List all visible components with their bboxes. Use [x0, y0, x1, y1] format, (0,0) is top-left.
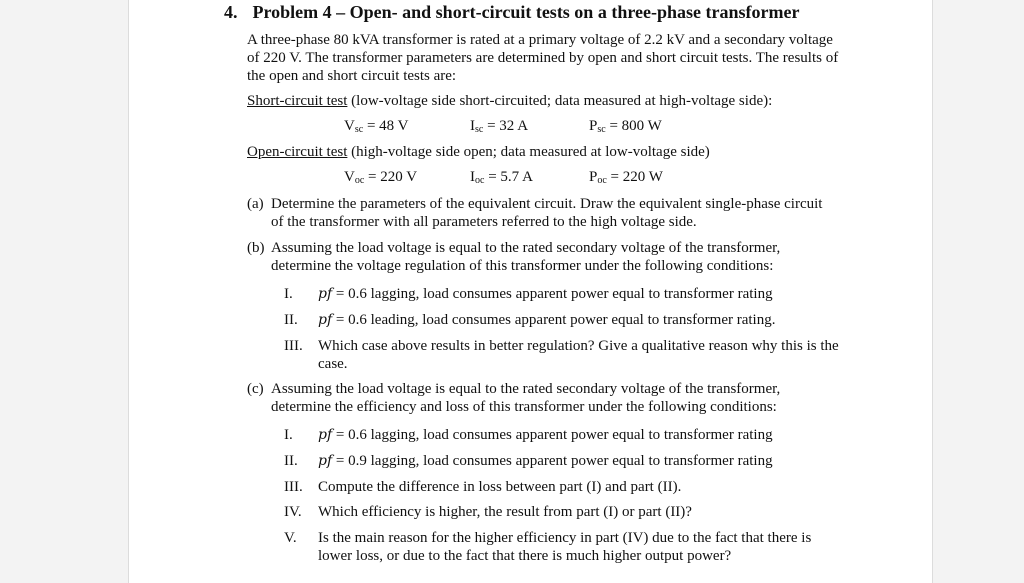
short-circuit-heading [247, 93, 772, 110]
problem-number: 4. [224, 2, 238, 22]
problem-title-text: Problem 4 – Open- and short-circuit tests on a three-phase transformer [252, 2, 800, 22]
part-b [247, 239, 827, 275]
short-circuit-current: $I_{sc} = 32$ A [470, 118, 529, 135]
part-b-label: (b) [247, 240, 265, 256]
open-circuit-voltage: $V_{oc} = 220$ V [344, 169, 418, 186]
problem-intro: A three-phase 80 kVA transformer is rated at a primary voltage of 2.2 kV and a secondary voltage of 220 V. The transformer parameters are determined by open and short circuit tests. The results of the open and short circuit tests are: [247, 32, 839, 84]
part-c [247, 380, 827, 416]
open-circuit-desc: (high-voltage side open; data measured at low-voltage side) [347, 144, 710, 160]
problem-title [224, 2, 799, 23]
part-b-text: Assuming the load voltage is equal to the rated secondary voltage of the transformer, determine the voltage regulation of this transformer under the following conditions: [271, 240, 781, 274]
part-a-text: Determine the parameters of the equivalent circuit. Draw the equivalent single-phase circuit of the transformer with all parameters referred to the high voltage side. [271, 196, 823, 230]
short-circuit-desc: (low-voltage side short-circuited; data measured at high-voltage side): [347, 93, 773, 109]
part-c-label: (c) [247, 381, 264, 397]
open-circuit-current: $I_{oc} = 5.7$ A [470, 169, 533, 186]
document-page: 4. Problem 4 – Open- and short-circuit tests on a three-phase transformer A three-phase 80 kVA transformer is rated at a primary voltage of 2.2 kV and a secondary voltage of 220 V. The transformer parameters are determined by open and short circuit tests. The results of the open and short circuit tests are: Short-circuit test (low-voltage side short-circuited; data measured at high-voltage side): $V_{sc} = 48$ V $I_{sc} = 32$ A $P_{sc} = 800$ W Open-circuit test (high-voltage side open; data measured at low-voltage side) $V_{oc} = 220$ V $I_{oc} = 5.7$ A $P_{oc} = 220$ W (a) Determine the parameters of the equivalent circuit. Draw the equivalent single-phase circuit of the transformer with all parameters referred to the high voltage side. (b) Assuming the load voltage is equal to the rated secondary voltage of the transformer, determine the voltage regulation of this transformer under the following conditions: I. pf = 0.6 lagging, load consumes apparent power equal to transformer rating II. pf = 0.6 leading, load consumes apparent power equal to transformer rating. III. Which case above results in better regulation? Give a qualitative reason why this is the case. (c) Assuming the load voltage is equal to the rated secondary voltage of the transformer, determine the efficiency and loss of this transformer under the following conditions: I. pf = 0.6 lagging, load consumes apparent power equal to transformer rating II. pf = 0.9 lagging, load consumes apparent power equal to transformer rating III. Compute the difference in loss between part (I) and part (II). IV. Which efficiency is higher, the result from part (I) or part (II)? V. Is the main reason for the higher efficiency in part (IV) due to the fact that there is lower loss, or due to the fact that there is much higher output power? [128, 0, 933, 583]
part-a [247, 195, 827, 231]
open-circuit-power: $P_{oc} = 220$ W [589, 169, 663, 186]
part-a-label: (a) [247, 196, 264, 212]
part-c-text: Assuming the load voltage is equal to the rated secondary voltage of the transformer, determine the efficiency and loss of this transformer under the following conditions: [271, 381, 781, 415]
short-circuit-voltage: $V_{sc} = 48$ V [344, 118, 409, 135]
open-circuit-label: Open-circuit test [247, 144, 348, 160]
short-circuit-power: $P_{sc} = 800$ W [589, 118, 662, 135]
open-circuit-heading [247, 144, 710, 161]
short-circuit-label: Short-circuit test [247, 93, 348, 109]
